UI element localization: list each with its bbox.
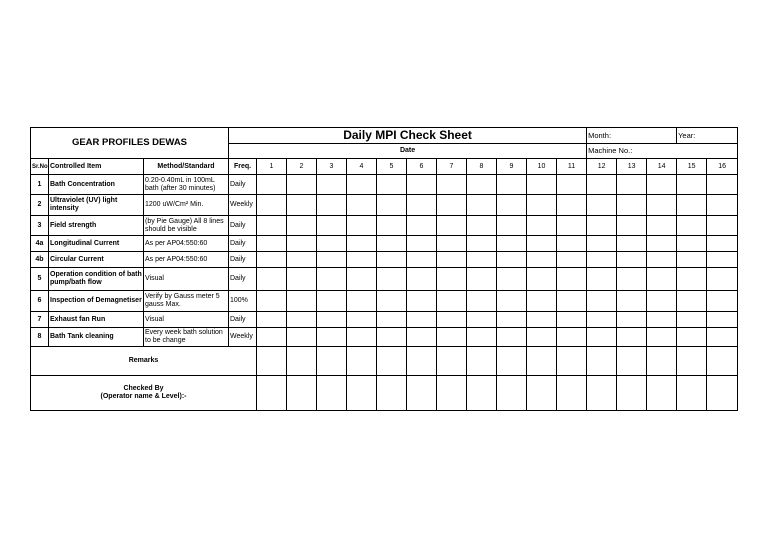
day-column-header: 9 xyxy=(497,159,527,175)
check-cell[interactable] xyxy=(257,252,287,268)
check-cell[interactable] xyxy=(467,328,497,347)
check-cell[interactable] xyxy=(617,236,647,252)
srno-header: Sr.No xyxy=(31,159,49,175)
day-column-header: 3 xyxy=(317,159,347,175)
check-cell[interactable] xyxy=(617,216,647,236)
check-cell[interactable] xyxy=(587,216,617,236)
check-cell[interactable] xyxy=(347,236,377,252)
row-number: 8 xyxy=(31,328,49,347)
check-cell[interactable] xyxy=(527,328,557,347)
method-standard: Verify by Gauss meter 5 gauss Max. xyxy=(144,291,229,312)
row-number: 4b xyxy=(31,252,49,268)
remarks-cell[interactable] xyxy=(557,347,587,376)
signature-cell[interactable] xyxy=(497,376,527,411)
row-number: 4a xyxy=(31,236,49,252)
method-standard: As per AP04:550:60 xyxy=(144,236,229,252)
check-cell[interactable] xyxy=(287,175,317,195)
check-cell[interactable] xyxy=(557,175,587,195)
check-cell[interactable] xyxy=(557,312,587,328)
check-cell[interactable] xyxy=(377,195,407,216)
check-cell[interactable] xyxy=(587,291,617,312)
remarks-cell[interactable] xyxy=(407,347,437,376)
check-cell[interactable] xyxy=(317,312,347,328)
remarks-cell[interactable] xyxy=(617,347,647,376)
check-cell[interactable] xyxy=(647,291,677,312)
row-number: 6 xyxy=(31,291,49,312)
check-cell[interactable] xyxy=(437,312,467,328)
check-cell[interactable] xyxy=(467,195,497,216)
check-cell[interactable] xyxy=(317,328,347,347)
check-cell[interactable] xyxy=(527,268,557,291)
row-number: 2 xyxy=(31,195,49,216)
check-cell[interactable] xyxy=(587,312,617,328)
check-cell[interactable] xyxy=(287,216,317,236)
check-cell[interactable] xyxy=(647,328,677,347)
controlled-item: Exhaust fan Run xyxy=(49,312,144,328)
signature-cell[interactable] xyxy=(317,376,347,411)
check-cell[interactable] xyxy=(257,312,287,328)
table-row xyxy=(31,216,738,236)
check-cell[interactable] xyxy=(407,175,437,195)
check-cell[interactable] xyxy=(557,236,587,252)
check-cell[interactable] xyxy=(497,175,527,195)
check-cell[interactable] xyxy=(347,216,377,236)
remarks-cell[interactable] xyxy=(437,347,467,376)
day-column-header: 16 xyxy=(707,159,738,175)
check-cell[interactable] xyxy=(287,328,317,347)
check-cell[interactable] xyxy=(347,328,377,347)
signature-cell[interactable] xyxy=(617,376,647,411)
check-cell[interactable] xyxy=(257,291,287,312)
remarks-cell[interactable] xyxy=(317,347,347,376)
check-cell[interactable] xyxy=(437,328,467,347)
check-cell[interactable] xyxy=(527,216,557,236)
check-cell[interactable] xyxy=(677,236,707,252)
remarks-cell[interactable] xyxy=(587,347,617,376)
check-cell[interactable] xyxy=(707,291,738,312)
check-cell[interactable] xyxy=(677,252,707,268)
check-cell[interactable] xyxy=(587,252,617,268)
check-cell[interactable] xyxy=(497,268,527,291)
check-cell[interactable] xyxy=(707,268,738,291)
day-column-header: 1 xyxy=(257,159,287,175)
check-cell[interactable] xyxy=(377,328,407,347)
check-cell[interactable] xyxy=(617,291,647,312)
check-cell[interactable] xyxy=(437,175,467,195)
check-cell[interactable] xyxy=(257,175,287,195)
check-cell[interactable] xyxy=(347,175,377,195)
day-column-header: 2 xyxy=(287,159,317,175)
check-cell[interactable] xyxy=(377,268,407,291)
check-cell[interactable] xyxy=(467,291,497,312)
controlled-item: Field strength xyxy=(49,216,144,236)
check-cell[interactable] xyxy=(527,236,557,252)
table-row xyxy=(31,291,738,312)
remarks-cell[interactable] xyxy=(347,347,377,376)
check-cell[interactable] xyxy=(497,195,527,216)
row-number: 7 xyxy=(31,312,49,328)
check-cell[interactable] xyxy=(557,328,587,347)
check-cell[interactable] xyxy=(467,268,497,291)
check-cell[interactable] xyxy=(467,236,497,252)
check-cell[interactable] xyxy=(407,252,437,268)
check-cell[interactable] xyxy=(467,252,497,268)
check-cell[interactable] xyxy=(317,216,347,236)
check-cell[interactable] xyxy=(257,328,287,347)
check-cell[interactable] xyxy=(257,236,287,252)
company-name: GEAR PROFILES DEWAS xyxy=(31,128,229,159)
method-standard: 0.20-0.40mL in 100mL bath (after 30 minutes) xyxy=(144,175,229,195)
controlled-item: Ultraviolet (UV) light intensity xyxy=(49,195,144,216)
check-cell[interactable] xyxy=(317,236,347,252)
remarks-cell[interactable] xyxy=(647,347,677,376)
check-cell[interactable] xyxy=(497,236,527,252)
signature-cell[interactable] xyxy=(587,376,617,411)
method-standard: 1200 uW/Cm² Min. xyxy=(144,195,229,216)
table-row xyxy=(31,236,738,252)
row-number: 3 xyxy=(31,216,49,236)
check-cell[interactable] xyxy=(557,216,587,236)
row-number: 1 xyxy=(31,175,49,195)
check-cell[interactable] xyxy=(257,195,287,216)
check-cell[interactable] xyxy=(587,268,617,291)
check-cell[interactable] xyxy=(467,216,497,236)
day-column-header: 6 xyxy=(407,159,437,175)
check-cell[interactable] xyxy=(317,291,347,312)
frequency: Weekly xyxy=(229,195,257,216)
method-standard: As per AP04:550:60 xyxy=(144,252,229,268)
check-cell[interactable] xyxy=(257,268,287,291)
month-field[interactable]: Month: xyxy=(587,128,677,144)
check-cell[interactable] xyxy=(287,252,317,268)
signature-cell[interactable] xyxy=(437,376,467,411)
controlled-item: Operation condition of bath pump/bath flow xyxy=(49,268,144,291)
day-column-header: 12 xyxy=(587,159,617,175)
check-cell[interactable] xyxy=(587,328,617,347)
check-cell[interactable] xyxy=(287,195,317,216)
check-cell[interactable] xyxy=(617,175,647,195)
method-standard: (by Pie Gauge) All 8 lines should be visible xyxy=(144,216,229,236)
signature-cell[interactable] xyxy=(287,376,317,411)
check-cell[interactable] xyxy=(407,291,437,312)
day-column-header: 7 xyxy=(437,159,467,175)
check-cell[interactable] xyxy=(467,175,497,195)
check-cell[interactable] xyxy=(677,312,707,328)
frequency: 100% xyxy=(229,291,257,312)
signature-cell[interactable] xyxy=(557,376,587,411)
sheet-title: Daily MPI Check Sheet xyxy=(229,128,587,144)
signature-cell[interactable] xyxy=(377,376,407,411)
remarks-cell[interactable] xyxy=(257,347,287,376)
mpi-check-sheet-table xyxy=(30,127,738,411)
controlled-item: Inspection of Demagnetiser xyxy=(49,291,144,312)
check-cell[interactable] xyxy=(647,216,677,236)
day-column-header: 13 xyxy=(617,159,647,175)
frequency: Daily xyxy=(229,252,257,268)
remarks-cell[interactable] xyxy=(497,347,527,376)
signature-cell[interactable] xyxy=(407,376,437,411)
check-cell[interactable] xyxy=(647,252,677,268)
check-cell[interactable] xyxy=(407,195,437,216)
check-cell[interactable] xyxy=(617,268,647,291)
check-cell[interactable] xyxy=(527,195,557,216)
check-cell[interactable] xyxy=(647,312,677,328)
check-cell[interactable] xyxy=(497,312,527,328)
check-cell[interactable] xyxy=(437,236,467,252)
check-cell[interactable] xyxy=(317,252,347,268)
check-cell[interactable] xyxy=(647,268,677,291)
check-cell[interactable] xyxy=(407,328,437,347)
check-cell[interactable] xyxy=(527,291,557,312)
check-cell[interactable] xyxy=(497,291,527,312)
remarks-cell[interactable] xyxy=(677,347,707,376)
method-standard: Visual xyxy=(144,268,229,291)
check-cell[interactable] xyxy=(557,195,587,216)
check-cell[interactable] xyxy=(707,328,738,347)
controlled-item: Circular Current xyxy=(49,252,144,268)
check-cell[interactable] xyxy=(347,312,377,328)
check-cell[interactable] xyxy=(527,312,557,328)
check-cell[interactable] xyxy=(647,236,677,252)
controlled-item: Bath Tank cleaning xyxy=(49,328,144,347)
date-header: Date xyxy=(229,144,587,159)
check-cell[interactable] xyxy=(707,252,738,268)
check-cell[interactable] xyxy=(707,236,738,252)
check-cell[interactable] xyxy=(347,195,377,216)
check-cell[interactable] xyxy=(587,195,617,216)
signature-cell[interactable] xyxy=(707,376,738,411)
check-cell[interactable] xyxy=(617,195,647,216)
check-cell[interactable] xyxy=(287,236,317,252)
day-column-header: 5 xyxy=(377,159,407,175)
frequency: Daily xyxy=(229,268,257,291)
row-number: 5 xyxy=(31,268,49,291)
check-cell[interactable] xyxy=(707,195,738,216)
check-cell[interactable] xyxy=(407,216,437,236)
table-row xyxy=(31,268,738,291)
checked-by-label xyxy=(31,376,257,411)
check-cell[interactable] xyxy=(587,175,617,195)
signature-cell[interactable] xyxy=(467,376,497,411)
check-cell[interactable] xyxy=(437,268,467,291)
operator-name-line: (Operator name & Level):- xyxy=(100,393,187,400)
check-cell[interactable] xyxy=(407,312,437,328)
day-column-header: 14 xyxy=(647,159,677,175)
method-header: Method/Standard xyxy=(144,159,229,175)
check-cell[interactable] xyxy=(617,328,647,347)
check-cell[interactable] xyxy=(437,291,467,312)
table-row xyxy=(31,195,738,216)
check-cell[interactable] xyxy=(587,236,617,252)
check-cell[interactable] xyxy=(317,195,347,216)
controlled-item: Bath Concentration xyxy=(49,175,144,195)
check-cell[interactable] xyxy=(677,268,707,291)
check-cell[interactable] xyxy=(647,175,677,195)
check-cell[interactable] xyxy=(287,268,317,291)
remarks-cell[interactable] xyxy=(467,347,497,376)
frequency: Weekly xyxy=(229,328,257,347)
day-column-header: 10 xyxy=(527,159,557,175)
frequency: Daily xyxy=(229,216,257,236)
check-cell[interactable] xyxy=(677,328,707,347)
remarks-cell[interactable] xyxy=(377,347,407,376)
day-column-header: 4 xyxy=(347,159,377,175)
machine-no-field[interactable]: Machine No.: xyxy=(587,144,738,159)
remarks-cell[interactable] xyxy=(707,347,738,376)
day-column-header: 11 xyxy=(557,159,587,175)
check-cell[interactable] xyxy=(617,312,647,328)
remarks-cell[interactable] xyxy=(527,347,557,376)
remarks-cell[interactable] xyxy=(287,347,317,376)
check-cell[interactable] xyxy=(377,312,407,328)
check-cell[interactable] xyxy=(437,216,467,236)
controlled-item: Longitudinal Current xyxy=(49,236,144,252)
check-cell[interactable] xyxy=(377,236,407,252)
check-cell[interactable] xyxy=(707,216,738,236)
check-cell[interactable] xyxy=(707,312,738,328)
check-cell[interactable] xyxy=(677,216,707,236)
table-row xyxy=(31,312,738,328)
check-cell[interactable] xyxy=(317,268,347,291)
check-cell[interactable] xyxy=(677,195,707,216)
checked-by-line: Checked By xyxy=(123,385,164,392)
signature-cell[interactable] xyxy=(647,376,677,411)
check-cell[interactable] xyxy=(647,195,677,216)
check-cell[interactable] xyxy=(377,175,407,195)
remarks-label: Remarks xyxy=(31,347,257,376)
frequency: Daily xyxy=(229,312,257,328)
freq-header: Freq. xyxy=(229,159,257,175)
frequency: Daily xyxy=(229,175,257,195)
check-cell[interactable] xyxy=(437,252,467,268)
check-cell[interactable] xyxy=(287,291,317,312)
check-cell[interactable] xyxy=(407,236,437,252)
check-cell[interactable] xyxy=(347,252,377,268)
check-cell[interactable] xyxy=(347,268,377,291)
check-cell[interactable] xyxy=(377,252,407,268)
check-cell[interactable] xyxy=(497,328,527,347)
check-cell[interactable] xyxy=(707,175,738,195)
method-standard: Visual xyxy=(144,312,229,328)
signature-cell[interactable] xyxy=(257,376,287,411)
check-cell[interactable] xyxy=(377,291,407,312)
check-cell[interactable] xyxy=(287,312,317,328)
check-cell[interactable] xyxy=(527,252,557,268)
check-cell[interactable] xyxy=(257,216,287,236)
table-row xyxy=(31,328,738,347)
method-standard: Every week bath solution to be change xyxy=(144,328,229,347)
check-cell[interactable] xyxy=(317,175,347,195)
day-column-header: 8 xyxy=(467,159,497,175)
check-cell[interactable] xyxy=(617,252,647,268)
check-cell[interactable] xyxy=(497,252,527,268)
controlled-item-header: Controlled Item xyxy=(49,159,144,175)
check-cell[interactable] xyxy=(557,268,587,291)
check-cell[interactable] xyxy=(557,252,587,268)
check-cell[interactable] xyxy=(677,175,707,195)
year-field[interactable]: Year: xyxy=(677,128,738,144)
check-cell[interactable] xyxy=(527,175,557,195)
check-cell[interactable] xyxy=(377,216,407,236)
check-cell[interactable] xyxy=(497,216,527,236)
check-cell[interactable] xyxy=(407,268,437,291)
check-cell[interactable] xyxy=(557,291,587,312)
signature-cell[interactable] xyxy=(527,376,557,411)
frequency: Daily xyxy=(229,236,257,252)
check-cell[interactable] xyxy=(677,291,707,312)
check-cell[interactable] xyxy=(437,195,467,216)
table-row xyxy=(31,175,738,195)
table-row xyxy=(31,252,738,268)
check-cell[interactable] xyxy=(467,312,497,328)
signature-cell[interactable] xyxy=(347,376,377,411)
check-cell[interactable] xyxy=(347,291,377,312)
signature-cell[interactable] xyxy=(677,376,707,411)
day-column-header: 15 xyxy=(677,159,707,175)
